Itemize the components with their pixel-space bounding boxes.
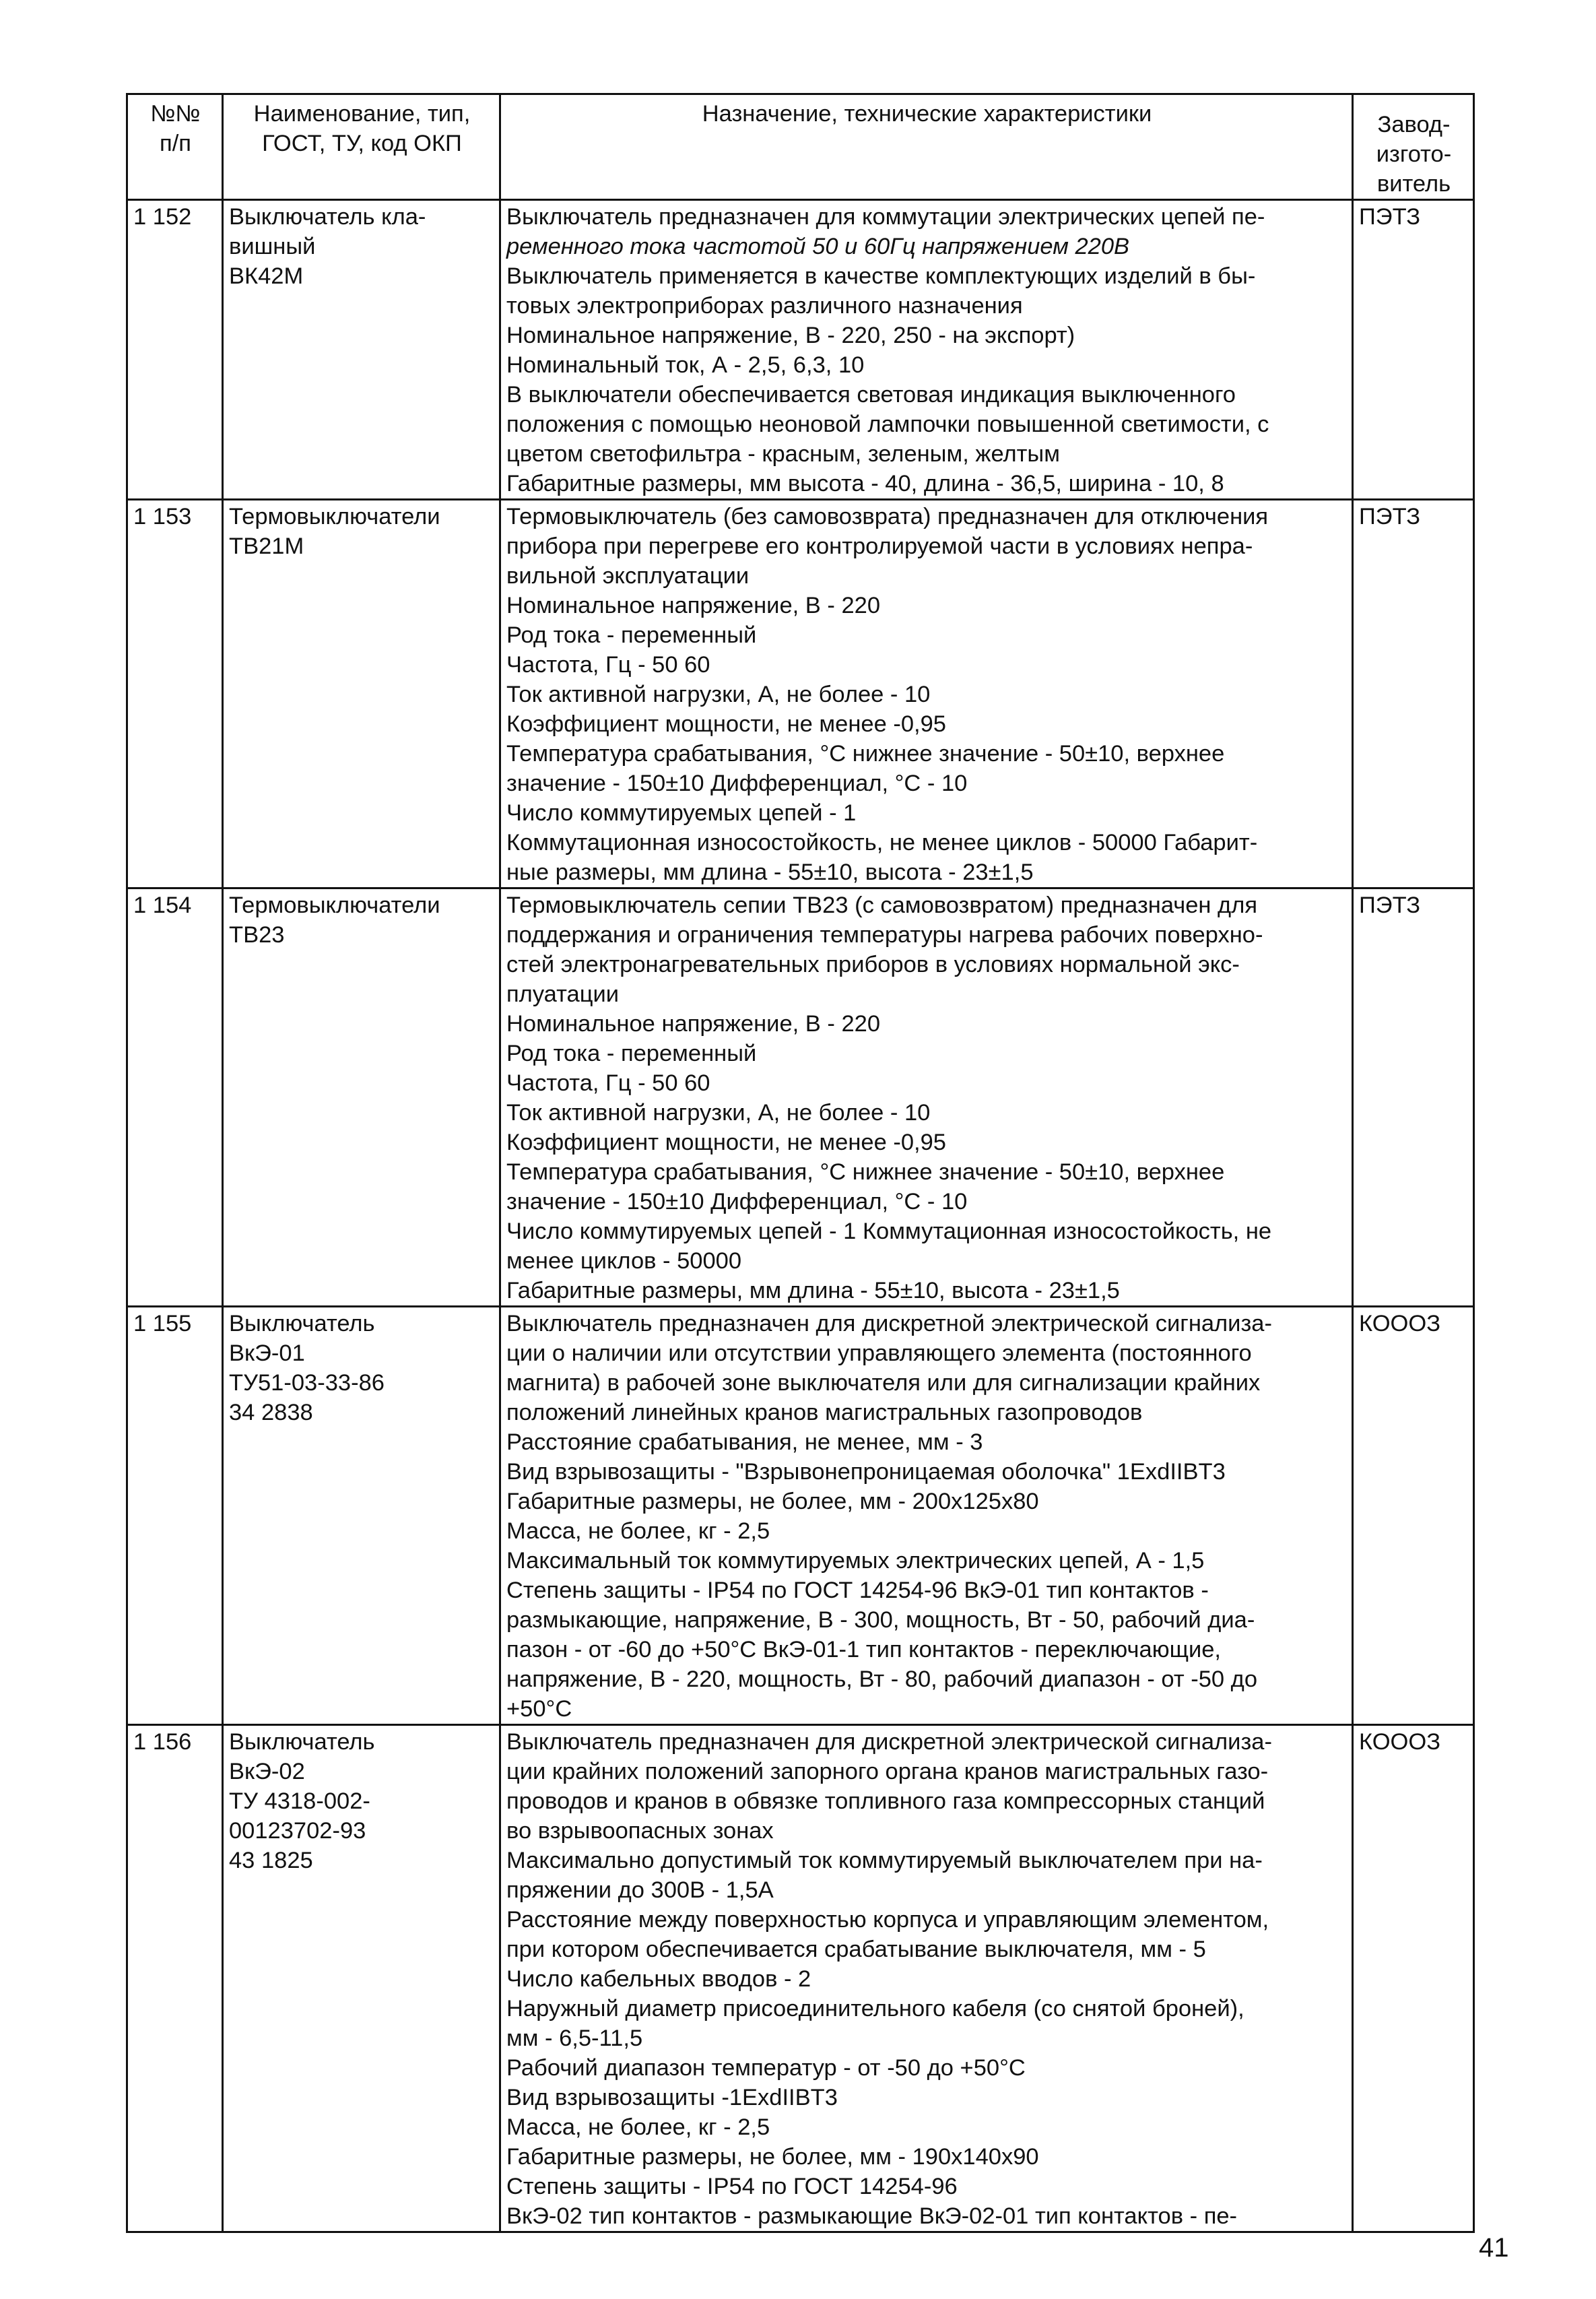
table-row <box>127 1725 1474 2232</box>
row-description-cell <box>500 1725 1353 2232</box>
row-name-cell <box>223 1725 500 2232</box>
row-description-line: Номинальное напряжение, В - 220, 250 - на экспорт) <box>506 323 1075 348</box>
row-description-line: Температура срабатывания, °С нижнее значение - 50±10, верхнее <box>506 741 1225 767</box>
row-description-line: Выключатель предназначен для дискретной электрической сигнализа- <box>506 1311 1272 1336</box>
row-description-line: Номинальный ток, А - 2,5, 6,3, 10 <box>506 352 865 378</box>
header-desc <box>500 94 1353 200</box>
header-name-line: ГОСТ, ТУ, код ОКП <box>262 131 462 156</box>
row-description-line: Рабочий диапазон температур - от -50 до +50°С <box>506 2055 1026 2081</box>
row-description-line: Габаритные размеры, мм высота - 40, длина - 36,5, ширина - 10, 8 <box>506 471 1224 496</box>
row-description-line: В выключатели обеспечивается световая индикация выключенного <box>506 382 1236 408</box>
row-number: 1 155 <box>127 1307 223 1725</box>
row-description-line: Номинальное напряжение, В - 220 <box>506 1011 881 1037</box>
header-desc-line: Назначение, технические характеристики <box>702 101 1152 127</box>
row-description-line: мм - 6,5-11,5 <box>506 2026 643 2051</box>
table-row <box>127 1307 1474 1725</box>
row-description-line: Род тока - переменный <box>506 622 757 648</box>
row-description-line: Термовыключатель сепии ТВ23 (с самовозвратом) предназначен для <box>506 893 1258 918</box>
header-name-line: Наименование, тип, <box>253 101 471 127</box>
row-description-line: Ток активной нагрузки, А, не более - 10 <box>506 1100 931 1126</box>
row-name-line: ТВ21М <box>229 533 304 559</box>
page-number: 41 <box>1479 2233 1509 2263</box>
row-number: 1 153 <box>127 500 223 888</box>
header-num-line: №№ <box>150 101 201 127</box>
row-description-line: прибора при перегреве его контролируемой части в условиях непра- <box>506 533 1253 559</box>
row-description-line: Габаритные размеры, мм длина - 55±10, высота - 23±1,5 <box>506 1278 1120 1303</box>
row-description-line: положений линейных кранов магистральных газопроводов <box>506 1400 1143 1425</box>
row-name-cell <box>223 500 500 888</box>
row-description-line: товых электроприборах различного назначения <box>506 293 1023 319</box>
row-name-line: ТВ23 <box>229 922 285 948</box>
row-description-line: цветом светофильтра - красным, зеленым, желтым <box>506 441 1060 467</box>
row-description-line: ные размеры, мм длина - 55±10, высота - 23±1,5 <box>506 860 1034 885</box>
table-row <box>127 500 1474 888</box>
row-manufacturer: ПЭТЗ <box>1353 200 1474 500</box>
row-description-line: Частота, Гц - 50 60 <box>506 652 710 678</box>
row-description-line: Габаритные размеры, не более, мм - 190х140х90 <box>506 2144 1039 2170</box>
row-name-line: Термовыключатели <box>229 504 440 529</box>
row-description-line: Температура срабатывания, °С нижнее значение - 50±10, верхнее <box>506 1159 1225 1185</box>
row-description-line: размыкающие, напряжение, В - 300, мощность, Вт - 50, рабочий диа- <box>506 1607 1255 1633</box>
row-description-line: плуатации <box>506 981 620 1007</box>
row-description-line: Род тока - переменный <box>506 1041 757 1066</box>
row-description-line: Число коммутируемых цепей - 1 Коммутационная износостойкость, не <box>506 1219 1272 1244</box>
row-description-line: ции о наличии или отсутствии управляющего элемента (постоянного <box>506 1340 1252 1366</box>
row-name-line: Выключатель <box>229 1311 375 1336</box>
row-description-line: Степень защиты - IP54 по ГОСТ 14254-96 ВкЭ-01 тип контактов - <box>506 1578 1209 1603</box>
row-description-cell <box>500 1307 1353 1725</box>
row-description-line: Расстояние срабатывания, не менее, мм - 3 <box>506 1429 983 1455</box>
row-description-line: Расстояние между поверхностью корпуса и управляющим элементом, <box>506 1907 1269 1933</box>
row-description-line: Число коммутируемых цепей - 1 <box>506 800 857 826</box>
row-description-line: пазон - от -60 до +50°С ВкЭ-01-1 тип контактов - переключающие, <box>506 1637 1221 1662</box>
row-name-line: Выключатель кла- <box>229 204 426 230</box>
row-description-line: Выключатель предназначен для дискретной электрической сигнализа- <box>506 1729 1272 1755</box>
row-description-cell <box>500 200 1353 500</box>
row-description-cell <box>500 500 1353 888</box>
row-description-line: Частота, Гц - 50 60 <box>506 1070 710 1096</box>
row-description-line: Наружный диаметр присоединительного кабеля (со снятой броней), <box>506 1996 1244 2021</box>
row-description-line: положения с помощью неоновой лампочки повышенной светимости, с <box>506 412 1269 437</box>
row-name-line: ТУ 4318-002- <box>229 1788 370 1814</box>
row-name-line: ВкЭ-02 <box>229 1759 305 1784</box>
row-description-line: Вид взрывозащиты -1ExdIIBT3 <box>506 2085 838 2110</box>
row-name-line: Термовыключатели <box>229 893 440 918</box>
row-name-line: 43 1825 <box>229 1848 313 1873</box>
row-description-line: ции крайних положений запорного органа кранов магистральных газо- <box>506 1759 1269 1784</box>
row-description-line: Максимальный ток коммутируемых электрических цепей, А - 1,5 <box>506 1548 1205 1574</box>
row-name-line: 00123702-93 <box>229 1818 366 1844</box>
header-maker-line: Завод- <box>1377 112 1451 137</box>
row-description-line: Коммутационная износостойкость, не менее циклов - 50000 Габарит- <box>506 830 1258 855</box>
row-description-line: Коэффициент мощности, не менее -0,95 <box>506 1130 946 1155</box>
row-description-line: Термовыключатель (без самовозврата) предназначен для отключения <box>506 504 1269 529</box>
row-description-line: Вид взрывозащиты - "Взрывонепроницаемая оболочка" 1ExdIIBT3 <box>506 1459 1226 1485</box>
row-description-line: при котором обеспечивается срабатывание выключателя, мм - 5 <box>506 1937 1206 1962</box>
header-maker <box>1353 94 1474 200</box>
row-description-line: Максимально допустимый ток коммутируемый выключателем при на- <box>506 1848 1263 1873</box>
header-row <box>127 94 1474 200</box>
row-description-line: ременного тока частотой 50 и 60Гц напряжением 220В <box>506 234 1130 259</box>
row-description-line: Ток активной нагрузки, А, не более - 10 <box>506 682 931 707</box>
row-description-line: Масса, не более, кг - 2,5 <box>506 2114 770 2140</box>
row-number: 1 152 <box>127 200 223 500</box>
row-manufacturer: ПЭТЗ <box>1353 888 1474 1307</box>
row-description-line: значение - 150±10 Дифференциал, °С - 10 <box>506 1189 968 1215</box>
row-name-cell <box>223 1307 500 1725</box>
row-description-cell <box>500 888 1353 1307</box>
header-maker-line: витель <box>1376 171 1451 197</box>
row-description-line: стей электронагревательных приборов в условиях нормальной экс- <box>506 952 1240 977</box>
row-description-line: Масса, не более, кг - 2,5 <box>506 1518 770 1544</box>
row-description-line: Выключатель предназначен для коммутации электрических цепей пе- <box>506 204 1265 230</box>
row-description-line: во взрывоопасных зонах <box>506 1818 774 1844</box>
row-description-line: +50°С <box>506 1696 572 1722</box>
row-manufacturer: ПЭТЗ <box>1353 500 1474 888</box>
row-description-line: напряжение, В - 220, мощность, Вт - 80, рабочий диапазон - от -50 до <box>506 1666 1258 1692</box>
row-description-line: Номинальное напряжение, В - 220 <box>506 593 881 618</box>
header-maker-line: изгото- <box>1376 141 1452 167</box>
header-name <box>223 94 500 200</box>
row-description-line: Степень защиты - IP54 по ГОСТ 14254-96 <box>506 2174 958 2199</box>
row-description-line: поддержания и ограничения температуры нагрева рабочих поверхно- <box>506 922 1263 948</box>
row-name-cell <box>223 888 500 1307</box>
row-description-line: Выключатель применяется в качестве комплектующих изделий в бы- <box>506 263 1256 289</box>
row-description-line: значение - 150±10 Дифференциал, °С - 10 <box>506 771 968 796</box>
row-number: 1 156 <box>127 1725 223 2232</box>
header-num <box>127 94 223 200</box>
row-description-line: Число кабельных вводов - 2 <box>506 1966 811 1992</box>
row-description-line: проводов и кранов в обвязке топливного газа компрессорных станций <box>506 1788 1265 1814</box>
row-number: 1 154 <box>127 888 223 1307</box>
row-manufacturer: КОООЗ <box>1353 1725 1474 2232</box>
row-name-line: вишный <box>229 234 316 259</box>
catalog-table <box>126 93 1475 2233</box>
row-description-line: ВкЭ-02 тип контактов - размыкающие ВкЭ-02-01 тип контактов - пе- <box>506 2203 1238 2229</box>
row-manufacturer: КОООЗ <box>1353 1307 1474 1725</box>
row-description-line: Габаритные размеры, не более, мм - 200х125х80 <box>506 1489 1039 1514</box>
row-description-line: пряжении до 300В - 1,5А <box>506 1877 774 1903</box>
row-name-line: ВК42М <box>229 263 304 289</box>
table-row <box>127 200 1474 500</box>
header-num-line: п/п <box>160 131 191 156</box>
row-description-line: Коэффициент мощности, не менее -0,95 <box>506 711 946 737</box>
row-description-line: вильной эксплуатации <box>506 563 750 589</box>
row-name-line: ВкЭ-01 <box>229 1340 305 1366</box>
row-name-line: ТУ51-03-33-86 <box>229 1370 385 1396</box>
row-name-line: Выключатель <box>229 1729 375 1755</box>
row-name-cell <box>223 200 500 500</box>
row-name-line: 34 2838 <box>229 1400 313 1425</box>
row-description-line: магнита) в рабочей зоне выключателя или для сигнализации крайних <box>506 1370 1261 1396</box>
row-description-line: менее циклов - 50000 <box>506 1248 742 1274</box>
table-row <box>127 888 1474 1307</box>
